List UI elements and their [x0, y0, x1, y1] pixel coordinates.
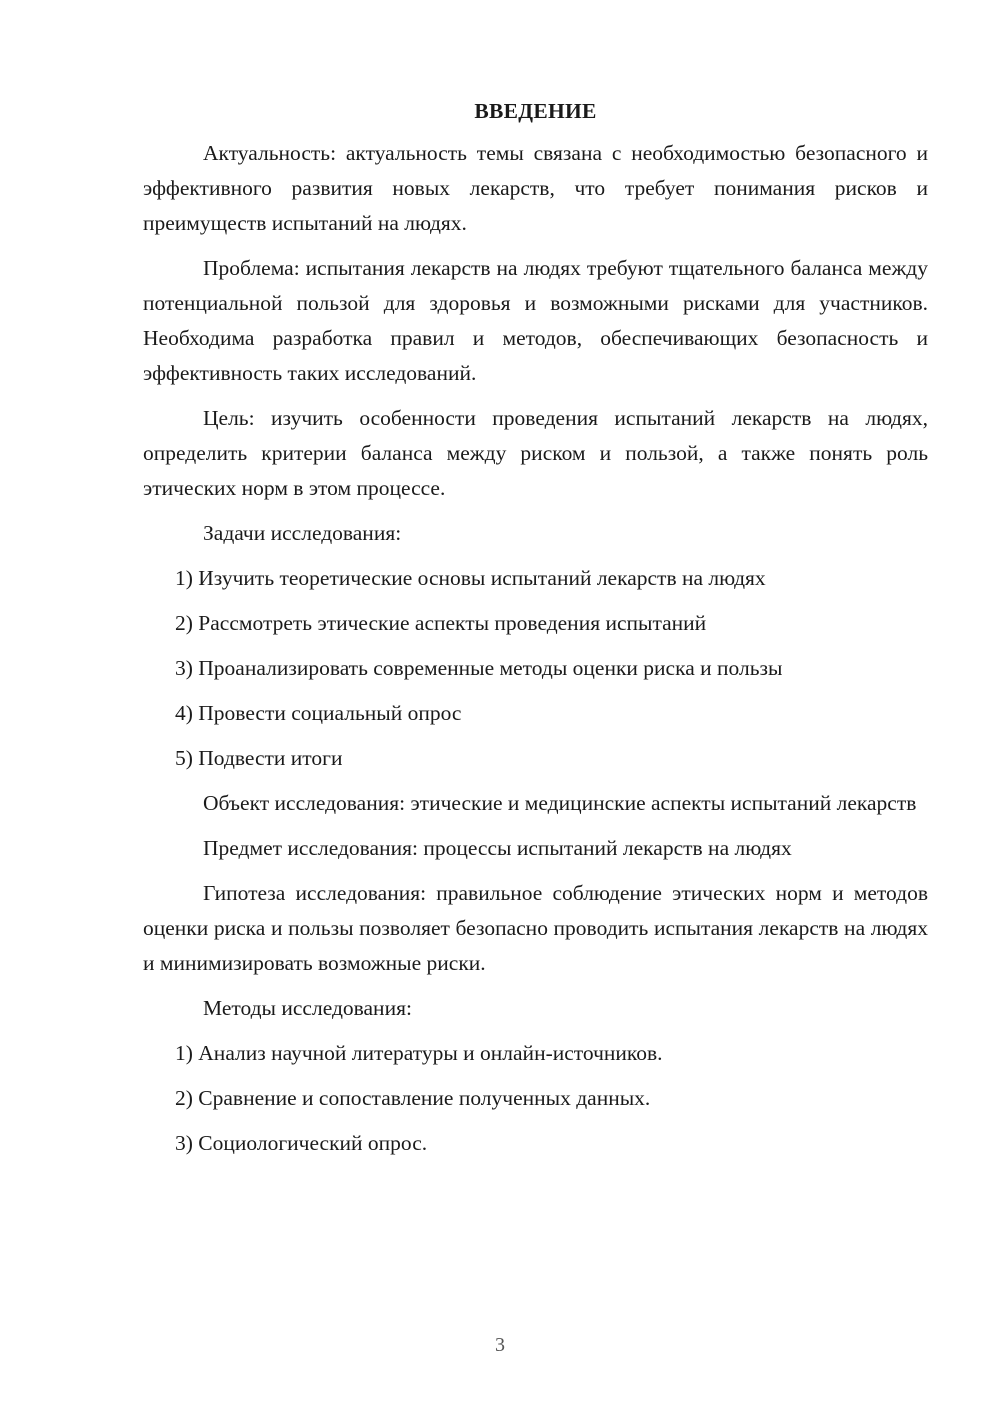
methods-heading: Методы исследования:	[203, 996, 412, 1020]
task-item-3: 3) Проанализировать современные методы оценки риска и пользы	[175, 656, 783, 680]
hypothesis-paragraph: Гипотеза исследования: правильное соблюдение этических норм и методов оценки риска и пользы позволяет безопасно проводить испытания лекарств на людях и минимизировать возможные риски.	[143, 881, 928, 975]
page-number: 3	[495, 1334, 505, 1356]
subject-paragraph: Предмет исследования: процессы испытаний лекарств на людях	[203, 836, 792, 860]
task-item-4: 4) Провести социальный опрос	[175, 701, 462, 725]
relevance-paragraph: Актуальность: актуальность темы связана с необходимостью безопасного и эффективного развития новых лекарств, что требует понимания рисков и преимуществ испытаний на людях.	[143, 141, 928, 235]
task-item-5: 5) Подвести итоги	[175, 746, 343, 770]
method-item-3: 3) Социологический опрос.	[175, 1131, 428, 1155]
method-item-1: 1) Анализ научной литературы и онлайн-источников.	[175, 1041, 663, 1065]
method-item-2: 2) Сравнение и сопоставление полученных данных.	[175, 1086, 651, 1110]
object-paragraph: Объект исследования: этические и медицинские аспекты испытаний лекарств	[203, 791, 917, 815]
task-item-2: 2) Рассмотреть этические аспекты проведения испытаний	[175, 611, 707, 635]
page-content	[143, 96, 928, 1171]
goal-paragraph: Цель: изучить особенности проведения испытаний лекарств на людях, определить критерии баланса между риском и пользой, а также понять роль этических норм в этом процессе.	[143, 406, 928, 500]
problem-paragraph: Проблема: испытания лекарств на людях требуют тщательного баланса между потенциальной пользой для здоровья и возможными рисками для участников. Необходима разработка правил и методов, обеспечивающих безопасность и эффективность таких исследований.	[143, 256, 928, 385]
tasks-heading: Задачи исследования:	[203, 521, 402, 545]
task-item-1: 1) Изучить теоретические основы испытаний лекарств на людях	[175, 566, 766, 590]
section-title: ВВЕДЕНИЕ	[474, 99, 597, 123]
